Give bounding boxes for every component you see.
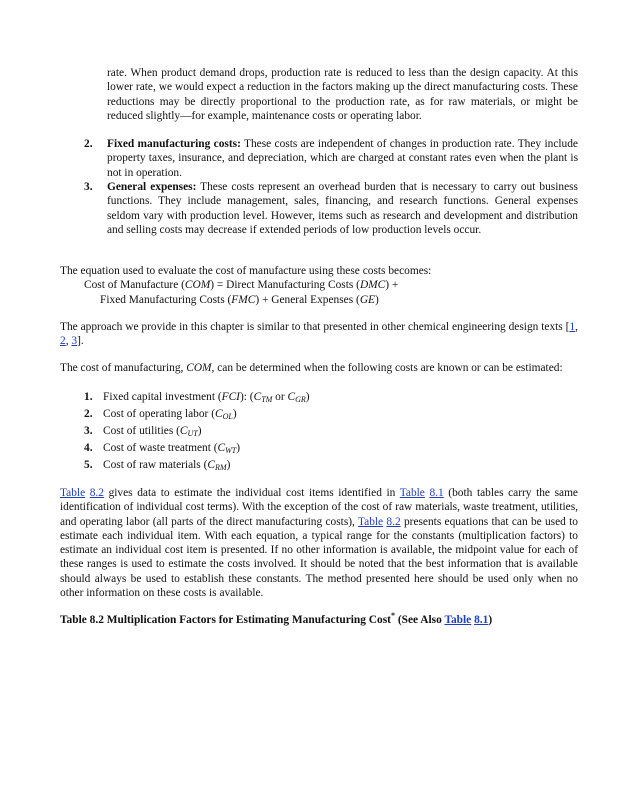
table-title: Table 8.2 Multiplication Factors for Estimating Manufacturing Cost* (See Also Table 8.1) [60,611,493,626]
reference-link-2[interactable]: 2 [60,335,66,348]
cost-item-waste-treatment: 4. Cost of waste treatment $(C_{WT})$ [84,442,241,455]
list-item-general-expenses [84,180,578,237]
table-8-1-number-link[interactable]: 8.1 [429,487,444,499]
table-8-1-title-link[interactable]: Table [444,614,472,626]
com-paragraph: The cost of manufacturing, COM, can be determined when the following costs are known or can be estimated: [60,362,563,374]
table-8-2-number-link[interactable]: 8.2 [89,487,104,499]
table-8-1-title-number-link[interactable]: 8.1 [474,614,489,626]
list-text: These costs represent an overhead burden that is necessary to carry out business functions. They include management, sales, financing, and research functions. General expenses seldom vary with production level. However, items such as research and development and distribution and selling costs may decrease if extended periods of low production levels occur. [107,181,578,236]
cost-item-operating-labor: 2. Cost of operating labor $(C_{OL})$ [84,408,237,421]
table-8-2-link-second[interactable]: Table [357,515,384,528]
cost-item-raw-materials: 5. Cost of raw materials $(C_{RM})$ [84,459,231,472]
list-number: 3. [84,181,93,193]
table-8-2-link[interactable]: Table [60,487,86,499]
approach-paragraph: The approach we provide in this chapter is similar to that presented in other chemical engineering design texts [1, 2, 3]. [60,321,578,348]
table-8-2-number-link-second[interactable]: 8.2 [386,515,401,528]
reference-link-1[interactable]: 1 [569,321,576,333]
list-item-fixed-manufacturing [84,137,578,180]
continued-paragraph: rate. When product demand drops, production rate is reduced to less than the design capacity. At this lower rate, we would expect a reduction in the factors making up the direct manufacturing costs. These reductions may be directly proportional to the production rate, as for raw materials, or might be reduced slightly—for example, maintenance costs or operating labor. [107,67,578,122]
cost-item-utilities: 3. Cost of utilities $(C_{UT})$ [84,425,202,438]
equation-line-2: Fixed Manufacturing Costs (FMC) + General Expenses (GE) [100,294,379,306]
table-8-1-link[interactable]: Table [399,487,425,499]
cost-item-fci: 1. Fixed capital investment (FCI): ($C_{TM}$ or $C_{GR}$) [84,391,310,404]
reference-link-3[interactable]: 3 [71,335,78,348]
table-reference-paragraph: Table 8.2 gives data to estimate the individual cost items identified in Table 8.1 (both tables carry the same identification of individual cost terms). With the exception of the cost of raw materials, waste treatment, utilities, and operating labor (all parts of the direct manufacturing costs), Table 8.2 presents equations that can be used to estimate each individual item. With each equation, a typical range for the constants (multiplication factors) to estimate an individual cost item is presented. If no other information is available, the midpoint value for each of these ranges is used to estimate the costs involved. It should be noted that the best information that is available should always be used to establish these constants. The method presented here should be used only when no other information on these costs is available. [60,487,579,600]
list-number: 2. [84,138,93,150]
list-text: These costs are independent of changes in production rate. They include property taxes, insurance, and depreciation, which are charged at constant rates even when the plant is not in operation. [107,138,578,179]
equation-intro: The equation used to evaluate the cost of manufacture using these costs becomes: [60,265,432,277]
equation-line-1: Cost of Manufacture (COM) = Direct Manufacturing Costs (DMC) + [84,279,399,291]
list-heading: Fixed manufacturing costs: [107,138,241,150]
list-heading: General expenses: [107,181,197,193]
